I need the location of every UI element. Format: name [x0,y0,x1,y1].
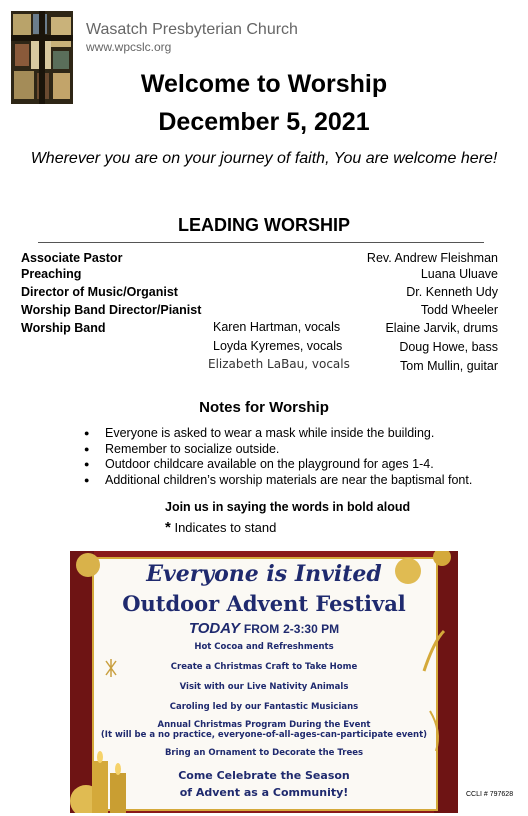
page-title: Welcome to Worship [140,70,388,98]
join-instruction: Join us in saying the words in bold aloud [165,500,411,514]
band-member-vocals: Karen Hartman, vocals [213,320,341,334]
band-member-instrument: Doug Howe, bass [399,340,498,354]
list-item: ● Outdoor childcare available on the playground for ages 1-4. [84,457,472,473]
list-item: ● Additional children’s worship materials are near the baptismal font. [84,473,472,489]
band-member-instrument: Tom Mullin, guitar [400,359,498,373]
role-label: Worship Band [21,321,106,335]
flyer-closing: of Advent as a Community! [179,786,349,799]
flyer-invite-heading: Everyone is Invited [146,561,382,587]
role-label: Worship Band Director/Pianist [21,303,202,317]
role-person: Luana Uluave [420,267,498,281]
flyer-from: FROM [243,622,280,636]
notes-list [84,426,472,488]
list-item: ● Everyone is asked to wear a mask while inside the building. [84,426,472,442]
welcome-tagline: Wherever you are on your journey of faith, You are welcome here! [30,150,498,167]
flyer-time [70,620,458,637]
role-label: Associate Pastor [21,251,123,265]
flyer-item-note: (It will be a no practice, everyone-of-all-ages-can-participate event) [100,730,428,740]
flyer-today: TODAY [188,620,240,637]
flyer-closing: Come Celebrate the Season [178,769,350,782]
flyer-time-range: 2-3:30 PM [283,622,340,636]
ccli-license: CCLI # 797628 [466,791,514,798]
flyer-item: Bring an Ornament to Decorate the Trees [164,748,364,758]
band-member-vocals: Loyda Kyremes, vocals [213,339,343,353]
flyer-item: Hot Cocoa and Refreshments [194,642,334,652]
stand-instruction [165,519,276,536]
stand-symbol: * [165,519,171,536]
role-person: Dr. Kenneth Udy [406,285,498,299]
flyer-item: Caroling led by our Fantastic Musicians [169,702,359,712]
role-label: Preaching [21,267,82,281]
church-name: Wasatch Presbyterian Church [86,21,298,38]
church-website-link[interactable]: www.wpcslc.org [86,40,172,54]
stand-text: Indicates to stand [170,520,277,535]
band-member-vocals: Elizabeth LaBau, vocals [208,357,350,371]
advent-festival-flyer [70,551,458,813]
band-member-instrument: Elaine Jarvik, drums [385,321,498,335]
role-person: Todd Wheeler [420,303,498,317]
flyer-item: Visit with our Live Nativity Animals [179,682,349,692]
flyer-item: Create a Christmas Craft to Take Home [170,662,358,672]
flyer-festival-title: Outdoor Advent Festival [122,591,406,616]
section-divider [38,242,484,243]
role-person: Rev. Andrew Fleishman [366,251,498,265]
flyer-item: Annual Christmas Program During the Event [157,720,371,730]
service-date: December 5, 2021 [158,108,370,136]
list-item: ● Remember to socialize outside. [84,442,472,458]
leading-worship-heading: LEADING WORSHIP [177,215,350,235]
notes-heading: Notes for Worship [199,399,329,416]
role-label: Director of Music/Organist [21,285,178,299]
